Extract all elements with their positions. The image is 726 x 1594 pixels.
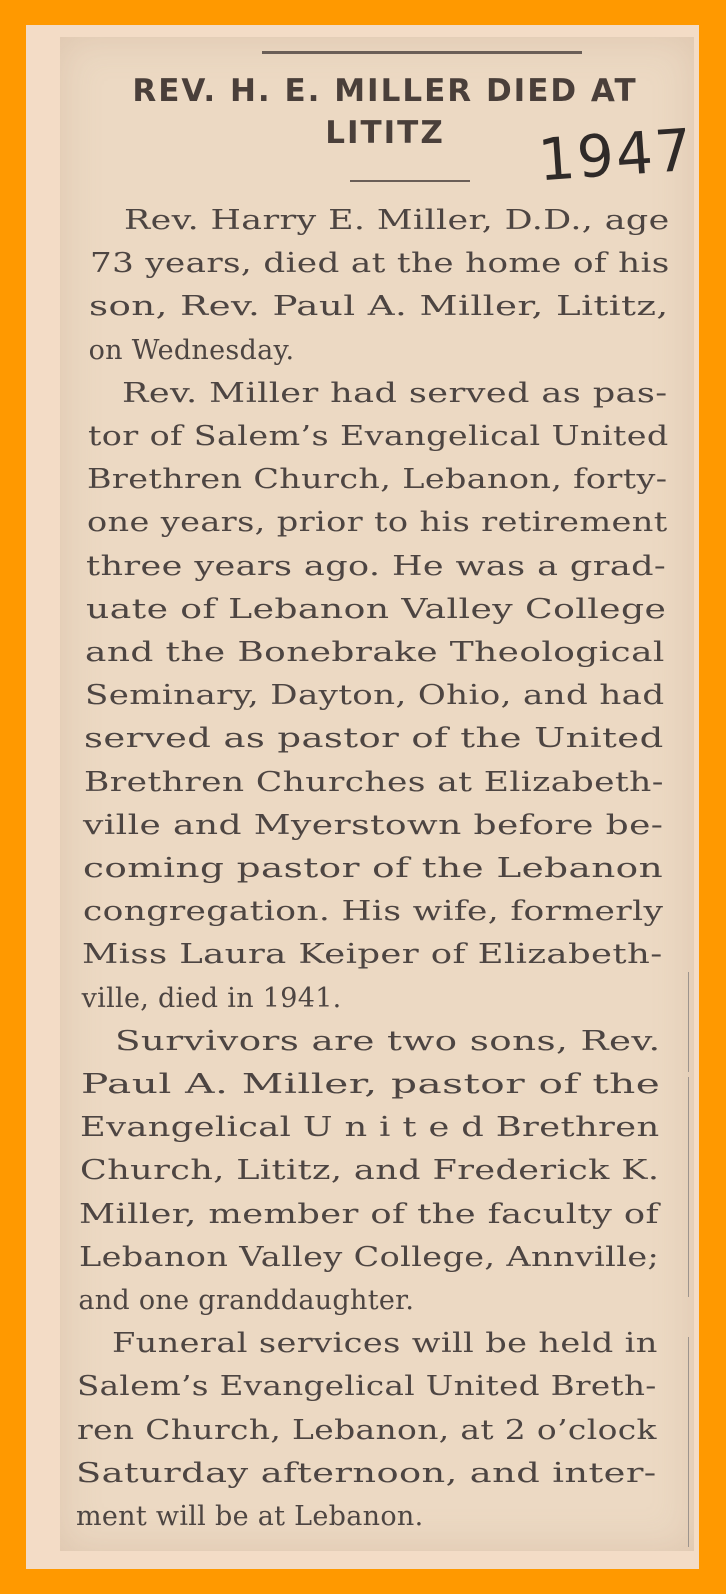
body-line: Brethren Churches at Elizabeth- — [83, 766, 664, 798]
paper-crease — [688, 972, 689, 1072]
body-line: Salem’s Evangelical United Breth- — [77, 1371, 658, 1403]
body-line: son, Rev. Paul A. Miller, Lititz, — [89, 291, 669, 323]
handwritten-year: 1947 — [535, 115, 696, 195]
body-line: Paul A. Miller, pastor of the — [80, 1069, 660, 1100]
orange-border-frame — [26, 25, 699, 1569]
body-line: Miss Laura Keiper of Elizabeth- — [82, 939, 663, 971]
body-line: and one granddaughter. — [78, 1285, 415, 1316]
body-line: Miller, member of the faculty of — [79, 1198, 660, 1230]
body-line: served as pastor of the United — [84, 723, 665, 755]
body-line: Saturday afternoon, and inter- — [76, 1457, 658, 1489]
body-line: ville and Myerstown before be- — [83, 809, 664, 841]
body-line: Evangelical U n i t e d Brethren — [80, 1112, 660, 1144]
body-line: one years, prior to his retirement — [86, 507, 668, 539]
body-line: coming pastor of the Lebanon — [83, 853, 664, 884]
body-line: Rev. Harry E. Miller, D.D., age — [124, 205, 670, 236]
body-line: three years ago. He was a grad- — [86, 550, 667, 582]
body-line: and the Bonebrake Theological — [85, 637, 666, 668]
paper-crease — [688, 1077, 689, 1297]
body-line: Brethren Church, Lebanon, forty- — [87, 464, 668, 496]
newspaper-clipping — [60, 37, 694, 1551]
top-rule — [262, 51, 582, 54]
body-line: tor of Salem’s Evangelical United — [87, 421, 669, 452]
body-line: uate of Lebanon Valley College — [85, 593, 667, 625]
body-line: Survivors are two sons, Rev. — [115, 1025, 661, 1057]
body-line: Church, Lititz, and Frederick K. — [79, 1155, 660, 1187]
headline-line-1: REV. H. E. MILLER DIED AT — [132, 73, 638, 109]
body-line: congregation. His wife, formerly — [82, 896, 663, 928]
body-line: ville, died in 1941. — [81, 982, 342, 1014]
paper-crease — [688, 1337, 689, 1547]
body-line: Funeral services will be held in — [111, 1328, 658, 1360]
headline-rule — [350, 180, 470, 182]
body-line: Rev. Miller had served as pas- — [122, 377, 668, 409]
body-line: Lebanon Valley College, Annville; — [78, 1241, 659, 1273]
body-line: Seminary, Dayton, Ohio, and had — [84, 680, 665, 712]
headline-line-2: LITITZ — [325, 115, 445, 151]
body-line: ment will be at Lebanon. — [76, 1501, 424, 1532]
body-line: on Wednesday. — [88, 334, 295, 366]
body-line: ren Church, Lebanon, at 2 o’clock — [76, 1414, 657, 1446]
body-line: 73 years, died at the home of his — [89, 248, 670, 280]
